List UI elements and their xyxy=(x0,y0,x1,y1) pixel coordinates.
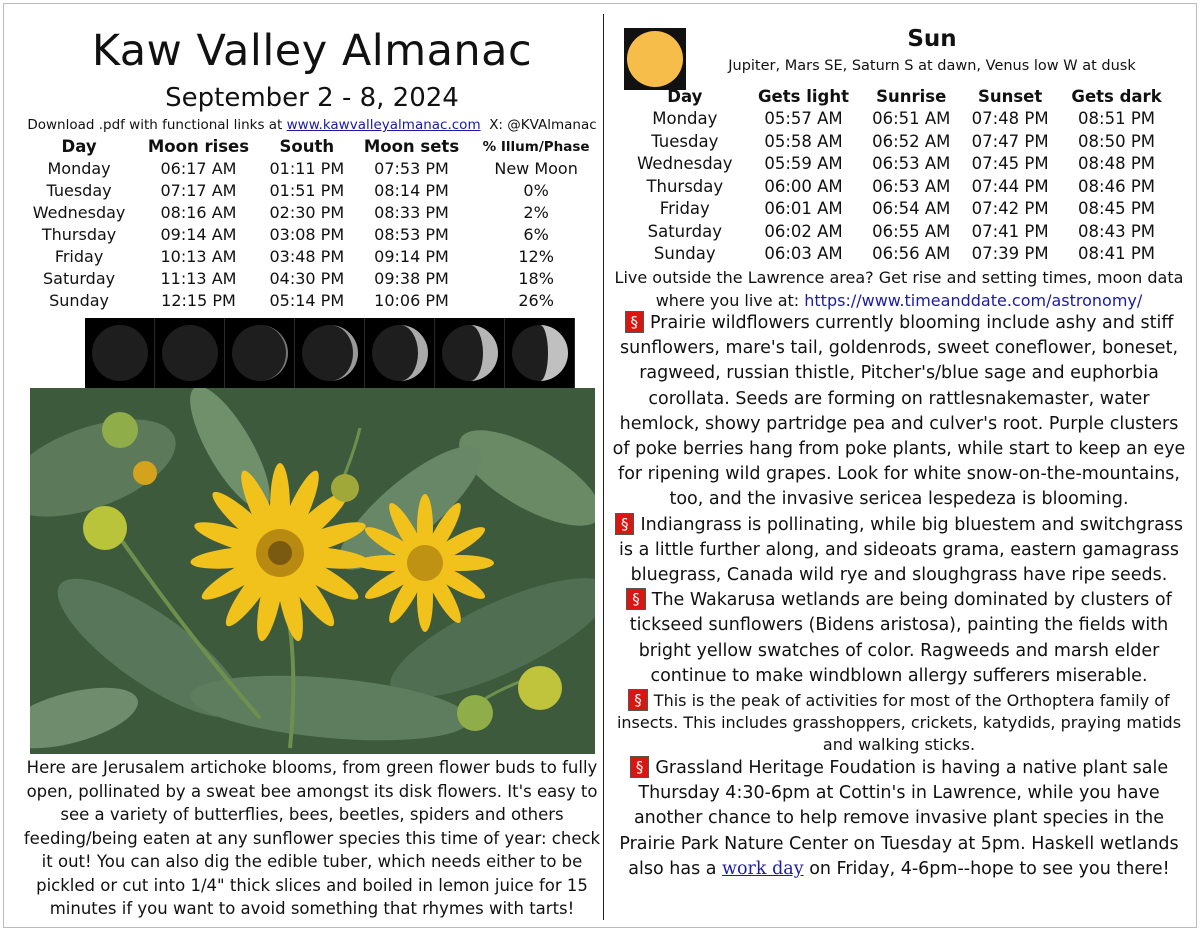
sun-title: Sun xyxy=(907,26,957,52)
cell: Wednesday xyxy=(637,154,733,173)
section-marker-icon: § xyxy=(615,513,635,535)
cell: 08:45 PM xyxy=(1078,199,1156,218)
moon-phase-image xyxy=(295,318,365,388)
cell: 09:14 PM xyxy=(374,247,449,266)
note-text: The Wakarusa wetlands are being dominated by clusters of tickseed sunflowers (Bidens aristosa), painting the fields with bright yellow swatches of color. Ragweeds and marsh elder continue to make windblown allergy sufferers miserable. xyxy=(629,590,1172,686)
moon-phase-image xyxy=(225,318,295,388)
cell: 10:13 AM xyxy=(160,247,237,266)
table-row xyxy=(22,290,602,312)
cell: Friday xyxy=(54,247,104,266)
table-row xyxy=(22,180,602,202)
moon-phase-strip xyxy=(85,318,575,388)
sun-header-sunrise: Sunrise xyxy=(876,87,947,106)
cell: 08:53 PM xyxy=(374,225,449,244)
section-marker-icon: § xyxy=(628,689,648,711)
cell: Thursday xyxy=(646,176,724,196)
location-note-text: Live outside the Lawrence area? Get rise and setting times, moon data where you live at: xyxy=(614,268,1184,310)
moon-table xyxy=(22,136,602,312)
cell: 05:57 AM xyxy=(764,109,843,128)
cell: 04:30 PM xyxy=(269,269,345,288)
note-wildflowers xyxy=(612,311,1186,513)
cell: 06:54 AM xyxy=(872,199,951,218)
cell: 01:11 PM xyxy=(269,159,345,178)
cell: 08:43 PM xyxy=(1078,221,1156,241)
moon-phase-image xyxy=(155,318,225,388)
cell: 26% xyxy=(518,291,554,310)
table-row xyxy=(22,158,602,180)
cell: Sunday xyxy=(49,291,109,310)
table-row xyxy=(624,198,1174,221)
table-row xyxy=(624,131,1174,154)
cell: 08:14 PM xyxy=(374,181,449,200)
table-row xyxy=(624,243,1174,266)
cell: Sunday xyxy=(653,244,716,263)
cell: 07:45 PM xyxy=(971,154,1049,173)
table-row xyxy=(624,153,1174,176)
jerusalem-artichoke-photo xyxy=(30,388,595,754)
section-marker-icon: § xyxy=(630,756,650,778)
sun-icon xyxy=(624,28,686,90)
cell: 06:53 AM xyxy=(872,176,951,196)
note-events xyxy=(612,756,1186,882)
cell: 05:14 PM xyxy=(269,291,345,310)
cell: 08:16 AM xyxy=(160,203,237,222)
photo-caption: Here are Jerusalem artichoke blooms, from green flower buds to fully open, pollinated by a sweat bee amongst its disk flowers. It's easy to see a variety of butterflies, bees, beetles, spiders and others feeding/being eaten at any sunflower species this time of year: check it out! You can also dig the edible tuber, which needs either to be pickled or cut into 1/4" thick slices and boiled in lemon juice for 15 minutes if you want to avoid something that rhymes with tarts! xyxy=(23,758,601,918)
website-link[interactable]: www.kawvalleyalmanac.com xyxy=(286,117,481,133)
cell: 0% xyxy=(523,181,549,200)
table-row xyxy=(624,221,1174,244)
nature-notes xyxy=(612,311,1186,882)
cell: Thursday xyxy=(41,225,117,244)
moon-table-header xyxy=(22,136,602,158)
cell: 2% xyxy=(523,203,549,222)
section-marker-icon: § xyxy=(625,311,645,333)
cell: 06:03 AM xyxy=(764,244,843,263)
table-row xyxy=(624,176,1174,199)
cell: 03:48 PM xyxy=(269,247,345,266)
moon-header-south: South xyxy=(279,137,335,156)
cell: 05:58 AM xyxy=(764,131,843,151)
note-text: Indiangrass is pollinating, while big bluestem and switchgrass is a little further along, and sideoats grama, eastern gamagrass bluegrass, Canada wild rye and sloughgrass have ripe seeds. xyxy=(619,514,1184,586)
cell: 07:53 PM xyxy=(374,159,449,178)
cell: Tuesday xyxy=(651,131,719,151)
cell: 06:53 AM xyxy=(872,154,951,173)
moon-header-sets: Moon sets xyxy=(363,137,460,156)
moon-header-day: Day xyxy=(61,137,97,156)
cell: Monday xyxy=(47,159,111,178)
moon-phase-image xyxy=(505,318,575,388)
note-text: This is the peak of activities for most of the Orthoptera family of insects. This includes grasshoppers, crickets, katydids, praying matids and walking sticks. xyxy=(616,691,1182,755)
location-note xyxy=(612,266,1186,312)
sun-table-header xyxy=(624,86,1174,108)
note-text: Prairie wildflowers currently blooming include ashy and stiff sunflowers, mare's tail, goldenrods, sweet coneflower, boneset, ragweed, russian thistle, Pitcher's/blue sage and euphorbia corollata. Seeds are forming on rattlesnakemaster, water hemlock, showy partridge pea and culver's root. Purple clusters of poke berries hang from poke plants, while start to keep an eye for ripening wild grapes. Look for white snow-on-the-mountains, too, and the invasive sericea lespedeza is blooming. xyxy=(612,313,1186,510)
table-row xyxy=(22,202,602,224)
cell: 06:56 AM xyxy=(872,244,951,263)
sun-table xyxy=(624,86,1174,266)
section-marker-icon: § xyxy=(626,588,646,610)
page-title: Kaw Valley Almanac xyxy=(91,26,533,76)
table-row xyxy=(22,268,602,290)
cell: 06:51 AM xyxy=(872,109,951,128)
cell: 07:41 PM xyxy=(971,221,1049,241)
cell: 08:46 PM xyxy=(1078,176,1156,196)
cell: 08:50 PM xyxy=(1078,131,1156,151)
cell: 01:51 PM xyxy=(269,181,345,200)
sun-header-day: Day xyxy=(667,87,703,106)
work-day-link[interactable]: work day xyxy=(722,858,804,879)
download-line xyxy=(22,116,602,134)
cell: 12% xyxy=(518,247,554,266)
cell: 08:51 PM xyxy=(1078,109,1156,128)
cell: 11:13 AM xyxy=(160,269,237,288)
cell: Monday xyxy=(652,109,718,128)
sun-header-sunset: Sunset xyxy=(977,87,1043,106)
cell: 07:44 PM xyxy=(971,176,1049,196)
sun-header-light: Gets light xyxy=(758,87,849,106)
sun-header-dark: Gets dark xyxy=(1071,87,1162,106)
cell: Tuesday xyxy=(46,181,112,200)
cell: Saturday xyxy=(43,269,116,288)
cell: 06:55 AM xyxy=(872,221,951,241)
cell: 12:15 PM xyxy=(161,291,236,310)
cell: 08:33 PM xyxy=(374,203,449,222)
note-text: Grassland Heritage Foudation is having a native plant sale Thursday 4:30-6pm at Cottin's in Lawrence, while you have another chance to help remove invasive plant species in the Prairie Park Nature Center on Tuesday at 5pm. Haskell wetlands also has a xyxy=(619,758,1179,879)
cell: Wednesday xyxy=(32,203,126,222)
cell: 09:38 PM xyxy=(374,269,449,288)
moon-phase-image xyxy=(365,318,435,388)
moon-header-rises: Moon rises xyxy=(147,137,250,156)
cell: 07:17 AM xyxy=(160,181,237,200)
cell: 02:30 PM xyxy=(269,203,345,222)
cell: 07:39 PM xyxy=(971,244,1049,263)
note-wetlands xyxy=(612,588,1186,689)
download-prefix: Download .pdf with functional links at xyxy=(27,117,287,133)
cell: 08:48 PM xyxy=(1078,154,1156,173)
note-text: on Friday, 4-6pm--hope to see you there! xyxy=(803,858,1170,879)
timeanddate-link[interactable]: https://www.timeanddate.com/astronomy/ xyxy=(804,291,1143,310)
planets-line: Jupiter, Mars SE, Saturn S at dawn, Venus low W at dusk xyxy=(728,58,1136,74)
cell: 10:06 PM xyxy=(374,291,449,310)
cell: 09:14 AM xyxy=(160,225,237,244)
twitter-handle: X: @KVAlmanac xyxy=(489,117,597,133)
left-column xyxy=(22,22,602,918)
moon-header-phase: % Illum/Phase xyxy=(482,139,590,155)
cell: 07:47 PM xyxy=(971,131,1049,151)
cell: 06:01 AM xyxy=(764,199,843,218)
moon-phase-image xyxy=(85,318,155,388)
cell: New Moon xyxy=(494,159,578,178)
cell: 07:42 PM xyxy=(971,199,1049,218)
cell: 06:00 AM xyxy=(764,176,843,196)
cell: Saturday xyxy=(647,221,722,241)
table-row xyxy=(22,224,602,246)
cell: 03:08 PM xyxy=(269,225,345,244)
cell: 05:59 AM xyxy=(764,154,843,173)
cell: 06:02 AM xyxy=(764,221,843,241)
note-grasses xyxy=(612,513,1186,589)
moon-phase-image xyxy=(435,318,505,388)
date-range: September 2 - 8, 2024 xyxy=(165,83,459,113)
cell: 06:17 AM xyxy=(160,159,237,178)
table-row xyxy=(22,246,602,268)
note-orthoptera xyxy=(612,689,1186,756)
cell: 06:52 AM xyxy=(872,131,951,151)
cell: 08:41 PM xyxy=(1078,244,1156,263)
cell: 18% xyxy=(518,269,554,288)
cell: 6% xyxy=(523,225,549,244)
column-divider xyxy=(603,14,604,920)
cell: Friday xyxy=(659,199,710,218)
table-row xyxy=(624,108,1174,131)
cell: 07:48 PM xyxy=(971,109,1049,128)
